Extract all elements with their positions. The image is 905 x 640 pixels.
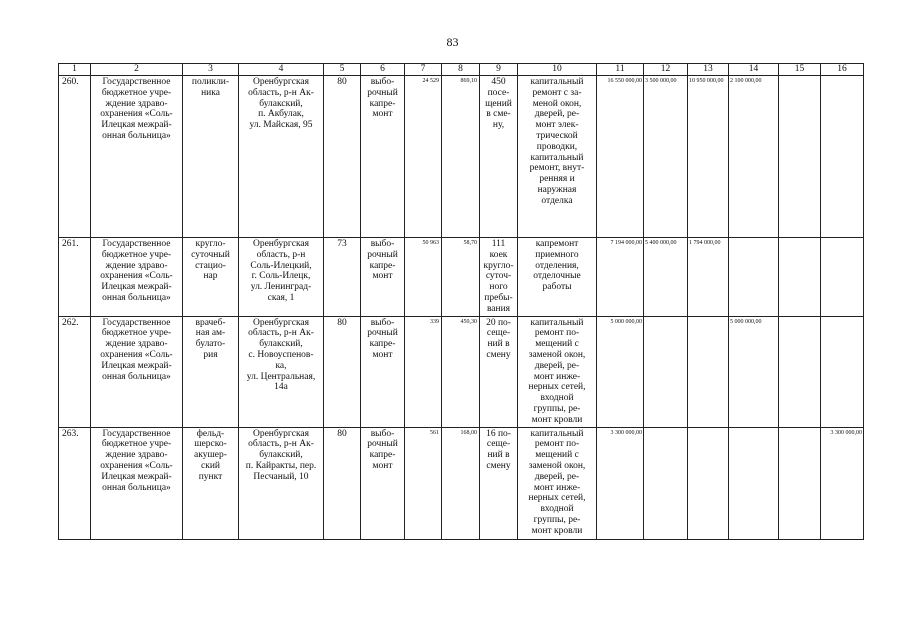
- col5-cell: 73: [324, 238, 361, 317]
- address-cell: Оренбургская область, р-н Ак- булакский, п. Акбулак, ул. Майская, 95: [239, 76, 324, 238]
- column-number: 16: [821, 64, 864, 76]
- col16-amount-cell: [821, 238, 864, 317]
- facility-type-cell: врачеб- ная ам- булато- рия: [183, 316, 239, 427]
- column-number: 8: [442, 64, 480, 76]
- row-number: 262.: [59, 316, 91, 427]
- col12-amount-cell: 5 400 000,00: [644, 238, 688, 317]
- column-number: 12: [644, 64, 688, 76]
- column-number: 3: [183, 64, 239, 76]
- column-number: 6: [361, 64, 405, 76]
- row-number: 260.: [59, 76, 91, 238]
- facility-type-cell: фельд- шерско- акушер- ский пункт: [183, 427, 239, 539]
- column-number: 10: [518, 64, 597, 76]
- work-kind-cell: выбо- рочный капре- монт: [361, 238, 405, 317]
- col15-amount-cell: [779, 316, 821, 427]
- organization-cell: Государственное бюджетное учре- ждение здраво- охранения «Соль- Илецкая межрай- онная больница»: [91, 238, 183, 317]
- col14-amount-cell: 2 100 000,00: [729, 76, 779, 238]
- row-number: 263.: [59, 427, 91, 539]
- col8-cell: 168,00: [442, 427, 480, 539]
- col12-amount-cell: [644, 316, 688, 427]
- col14-amount-cell: [729, 427, 779, 539]
- col13-amount-cell: 10 950 000,00: [688, 76, 729, 238]
- total-amount-cell: 16 550 000,00: [597, 76, 644, 238]
- work-description-cell: капитальный ремонт с за- меной окон, дверей, ре- монт элек- трической проводки, капитальный ремонт, внут- ренняя и наружная отделка: [518, 76, 597, 238]
- col5-cell: 80: [324, 76, 361, 238]
- page-number: 83: [446, 35, 459, 49]
- column-number: 11: [597, 64, 644, 76]
- address-cell: Оренбургская область, р-н Ак- булакский, с. Новоуспенов- ка, ул. Центральная, 14а: [239, 316, 324, 427]
- col13-amount-cell: 1 794 000,00: [688, 238, 729, 317]
- col14-amount-cell: [729, 238, 779, 317]
- col16-amount-cell: 3 300 000,00: [821, 427, 864, 539]
- column-number: 9: [480, 64, 518, 76]
- col14-amount-cell: 5 000 000,00: [729, 316, 779, 427]
- column-number: 15: [779, 64, 821, 76]
- col13-amount-cell: [688, 427, 729, 539]
- column-number-row: [59, 64, 864, 76]
- col15-amount-cell: [779, 76, 821, 238]
- col15-amount-cell: [779, 238, 821, 317]
- col7-cell: 339: [405, 316, 442, 427]
- work-kind-cell: выбо- рочный капре- монт: [361, 427, 405, 539]
- organization-cell: Государственное бюджетное учре- ждение здраво- охранения «Соль- Илецкая межрай- онная больница»: [91, 427, 183, 539]
- table-row: [59, 427, 864, 539]
- facility-type-cell: поликли- ника: [183, 76, 239, 238]
- capacity-cell: 450 посе- щений в сме- ну,: [480, 76, 518, 238]
- col7-cell: 50 963: [405, 238, 442, 317]
- col12-amount-cell: 3 500 000,00: [644, 76, 688, 238]
- col8-cell: 58,70: [442, 238, 480, 317]
- col8-cell: 869,10: [442, 76, 480, 238]
- col12-amount-cell: [644, 427, 688, 539]
- table-row: [59, 316, 864, 427]
- work-kind-cell: выбо- рочный капре- монт: [361, 76, 405, 238]
- col5-cell: 80: [324, 427, 361, 539]
- column-number: 2: [91, 64, 183, 76]
- work-description-cell: капитальный ремонт по- мещений с заменой окон, дверей, ре- монт инже- нерных сетей, входной группы, ре- монт кровли: [518, 316, 597, 427]
- organization-cell: Государственное бюджетное учре- ждение здраво- охранения «Соль- Илецкая межрай- онная больница»: [91, 76, 183, 238]
- address-cell: Оренбургская область, р-н Соль-Илецкий, г. Соль-Илецк, ул. Ленинград- ская, 1: [239, 238, 324, 317]
- work-description-cell: капитальный ремонт по- мещений с заменой окон, дверей, ре- монт инже- нерных сетей, входной группы, ре- монт кровли: [518, 427, 597, 539]
- col5-cell: 80: [324, 316, 361, 427]
- col13-amount-cell: [688, 316, 729, 427]
- col7-cell: 561: [405, 427, 442, 539]
- table-row: [59, 76, 864, 238]
- col16-amount-cell: [821, 316, 864, 427]
- column-number: 13: [688, 64, 729, 76]
- capacity-cell: 111 коек кругло- суточ- ного пребы- вания: [480, 238, 518, 317]
- column-number: 1: [59, 64, 91, 76]
- capacity-cell: 16 по- сеще- ний в смену: [480, 427, 518, 539]
- column-number: 4: [239, 64, 324, 76]
- organization-cell: Государственное бюджетное учре- ждение здраво- охранения «Соль- Илецкая межрай- онная больница»: [91, 316, 183, 427]
- address-cell: Оренбургская область, р-н Ак- булакский, п. Кайракты, пер. Песчаный, 10: [239, 427, 324, 539]
- facility-type-cell: кругло- суточный стацио- нар: [183, 238, 239, 317]
- col15-amount-cell: [779, 427, 821, 539]
- capacity-cell: 20 по- сеще- ний в смену: [480, 316, 518, 427]
- total-amount-cell: 7 194 000,00: [597, 238, 644, 317]
- col7-cell: 24 529: [405, 76, 442, 238]
- row-number: 261.: [59, 238, 91, 317]
- total-amount-cell: 3 300 000,00: [597, 427, 644, 539]
- column-number: 14: [729, 64, 779, 76]
- col8-cell: 450,30: [442, 316, 480, 427]
- col16-amount-cell: [821, 76, 864, 238]
- table-row: [59, 238, 864, 317]
- work-kind-cell: выбо- рочный капре- монт: [361, 316, 405, 427]
- total-amount-cell: 5 000 000,00: [597, 316, 644, 427]
- column-number: 7: [405, 64, 442, 76]
- capital-repair-table: [58, 63, 864, 540]
- column-number: 5: [324, 64, 361, 76]
- work-description-cell: капремонт приемного отделения, отделочные работы: [518, 238, 597, 317]
